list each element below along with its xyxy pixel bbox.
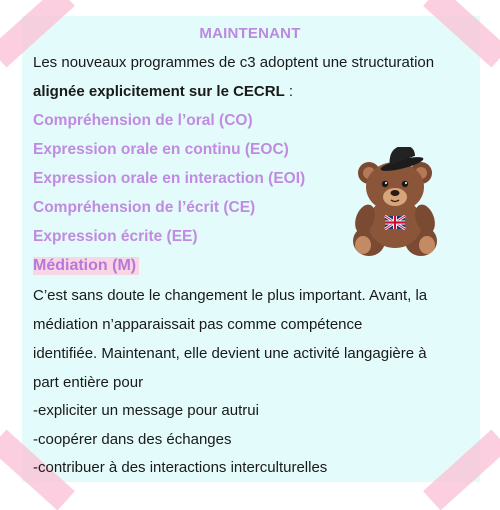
competence-ce: Compréhension de l’écrit (CE) [33, 199, 256, 216]
teddy-bear-illustration [345, 147, 445, 262]
intro-bold-text: alignée explicitement sur le CECRL [33, 83, 285, 100]
mediation-heading-row [33, 257, 139, 275]
mediation-heading: Médiation (M) [33, 257, 139, 275]
uk-flag-icon [385, 216, 405, 229]
competence-ee: Expression écrite (EE) [33, 228, 198, 245]
list-item-1: -expliciter un message pour autrui [33, 402, 259, 419]
paragraph-line-2: médiation n’apparaissait pas comme compétence [33, 316, 363, 333]
competence-co: Compréhension de l’oral (CO) [33, 112, 253, 129]
intro-line-1: Les nouveaux programmes de c3 adoptent une structuration [33, 54, 435, 71]
paragraph-line-1: C’est sans doute le changement le plus important. Avant, la [33, 287, 428, 304]
competence-eoc: Expression orale en continu (EOC) [33, 141, 289, 158]
list-item-2: -coopérer dans des échanges [33, 431, 232, 448]
intro-line-2 [33, 83, 293, 100]
list-item-3: -contribuer à des interactions interculturelles [33, 459, 328, 476]
paragraph-line-3: identifiée. Maintenant, elle devient une activité langagière à [33, 345, 427, 362]
competence-eoi: Expression orale en interaction (EOI) [33, 170, 306, 187]
intro-line-2-end: : [284, 83, 294, 100]
page-title: MAINTENANT [199, 25, 301, 42]
paragraph-line-4: part entière pour [33, 374, 144, 391]
